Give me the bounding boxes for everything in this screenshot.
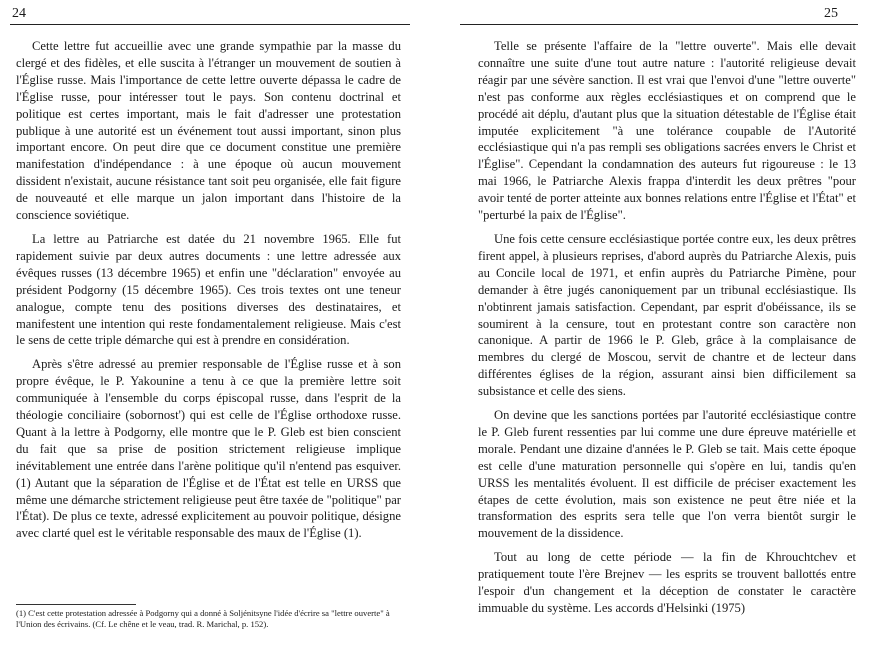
header-rule-right bbox=[460, 24, 858, 25]
paragraph: Une fois cette censure ecclésiastique portée contre eux, les deux prêtres firent appel, à plusieurs reprises, d'abord auprès du Patriarche Alexis, puis au Concile local de 1971, et enfin auprès du Patriarche Pimène, pour demander à être jugés canoniquement par un tribunal ecclésiastique. Ils n'obtinrent jamais satisfaction. Cependant, par esprit d'obéissance, ils se soumirent à la censure, tout en protestant contre son caractère non canonique. A partir de 1966 le P. Gleb, grâce à la complaisance de membres du clergé de Moscou, servit de chantre et de lecteur dans différentes églises de la région, assurant ainsi bien difficilement sa subsistance et celle des siens. bbox=[478, 231, 856, 399]
footnote-rule bbox=[16, 604, 136, 605]
paragraph: Telle se présente l'affaire de la "lettre ouverte". Mais elle devait connaître une suite d'une tout autre nature : l'autorité religieuse devait réagir par une sévère sanction. Il est vrai que l'envoi d'une "lettre ouverte" n'est pas conforme aux règles ecclésiastiques et on comprend que le procédé ait déplu, d'autant plus que la situation détestable de l'Église était imputée explicitement "à une tolérance coupable de l'Autorité ecclésiastique qui n'a pas rempli ses obligations sacrées envers le Christ et l'Église". Cependant la condamnation des auteurs fut rigoureuse : le 13 mai 1966, le Patriarche Alexis frappa d'interdit les deux prêtres "pour avoir tenté de porter atteinte aux bonnes relations entre l'Église et l'État" et "perturbé la paix de l'Église". bbox=[478, 39, 856, 223]
paragraph: Après s'être adressé au premier responsable de l'Église russe et à son propre évêque, le P. Yakounine a tenu à ce que la première lettre soit communiquée à l'ensemble du corps épiscopal russe, dans l'esprit de la théologie conciliaire (sobornost') qui est celle de l'Église orthodoxe russe. Quant à la lettre à Podgorny, elle montre que le P. Gleb est bien conscient du fait que sa prise de position strictement religieuse implique inévitablement une entrée dans l'arène politique qu'il n'entend pas esquiver. (1) Autant que la séparation de l'Église et de l'État est telle en URSS que même une démarche strictement religieuse peut être taxée de "politique" par l'État). De plus ce texte, adressé explicitement au pouvoir politique, désigne avec clarté quel est le véritable responsable des maux de l'Église (1). bbox=[16, 357, 401, 541]
page-number-right: 25 bbox=[824, 6, 838, 21]
footnote: (1) C'est cette protestation adressée à Podgorny qui a donné à Soljénitsyne l'idée d'écrire sa "lettre ouverte" à l'Union des écrivains. (Cf. Le chêne et le veau, trad. R. Marichal, p. 152). bbox=[16, 608, 390, 629]
left-text-column bbox=[16, 38, 401, 549]
paragraph: On devine que les sanctions portées par l'autorité ecclésiastique contre le P. Gleb furent ressenties par lui comme une dure épreuve matérielle et morale. Pendant une dizaine d'années le P. Gleb se tait. Mais cette époque est celle d'une maturation personnelle qui s'opère en lui, tandis qu'en URSS les mentalités évoluent. Il est difficile de préciser exactement les étapes de cette évolution, mais son existence ne peut être niée et la transformation des esprits sera telle que l'on verra bientôt surgir le mouvement de la dissidence. bbox=[478, 408, 856, 541]
right-text-column bbox=[478, 38, 856, 624]
paragraph: Tout au long de cette période — la fin de Khrouchtchev et pratiquement toute l'ère Brejnev — les esprits se trouvent ballottés entre l'espoir d'un changement et la déception de constater le caractère immuable du système. Les accords d'Helsinki (1975) bbox=[478, 550, 856, 615]
header-rule-left bbox=[10, 24, 410, 25]
page-number-left: 24 bbox=[12, 6, 26, 21]
paragraph: La lettre au Patriarche est datée du 21 novembre 1965. Elle fut rapidement suivie par deux autres documents : une lettre adressée aux évêques russes (13 décembre 1965) et enfin une "déclaration" envoyée au président Podgorny (15 décembre 1965). Ces trois textes ont une teneur analogue, compte tenu des positions diverses des destinataires, et manifestent une intention qui reste fondamentalement religieuse. Mais c'est le sens de cette triple démarche qui est à prendre en considération. bbox=[16, 231, 401, 348]
paragraph: Cette lettre fut accueillie avec une grande sympathie par la masse du clergé et des fidèles, et elle suscita à l'étranger un mouvement de soutien à l'Église russe. Mais l'importance de cette lettre ouverte dépassa le cadre de l'Église russe, pour intéresser tout le pays. Son contenu doctrinal et politique est certes important, mais le fait d'adresser une protestation publique à une autorité est un événement tout aussi important, sinon plus important encore. On peut dire que ce document constitue une première manifestation d'indépendance : à une époque où aucun mouvement dissident n'existait, aucune résistance tant soit peu organisée, elle fait figure de nouveauté et elle marque un jalon important dans l'histoire de la conscience soviétique. bbox=[16, 39, 401, 223]
right-page bbox=[440, 0, 872, 661]
